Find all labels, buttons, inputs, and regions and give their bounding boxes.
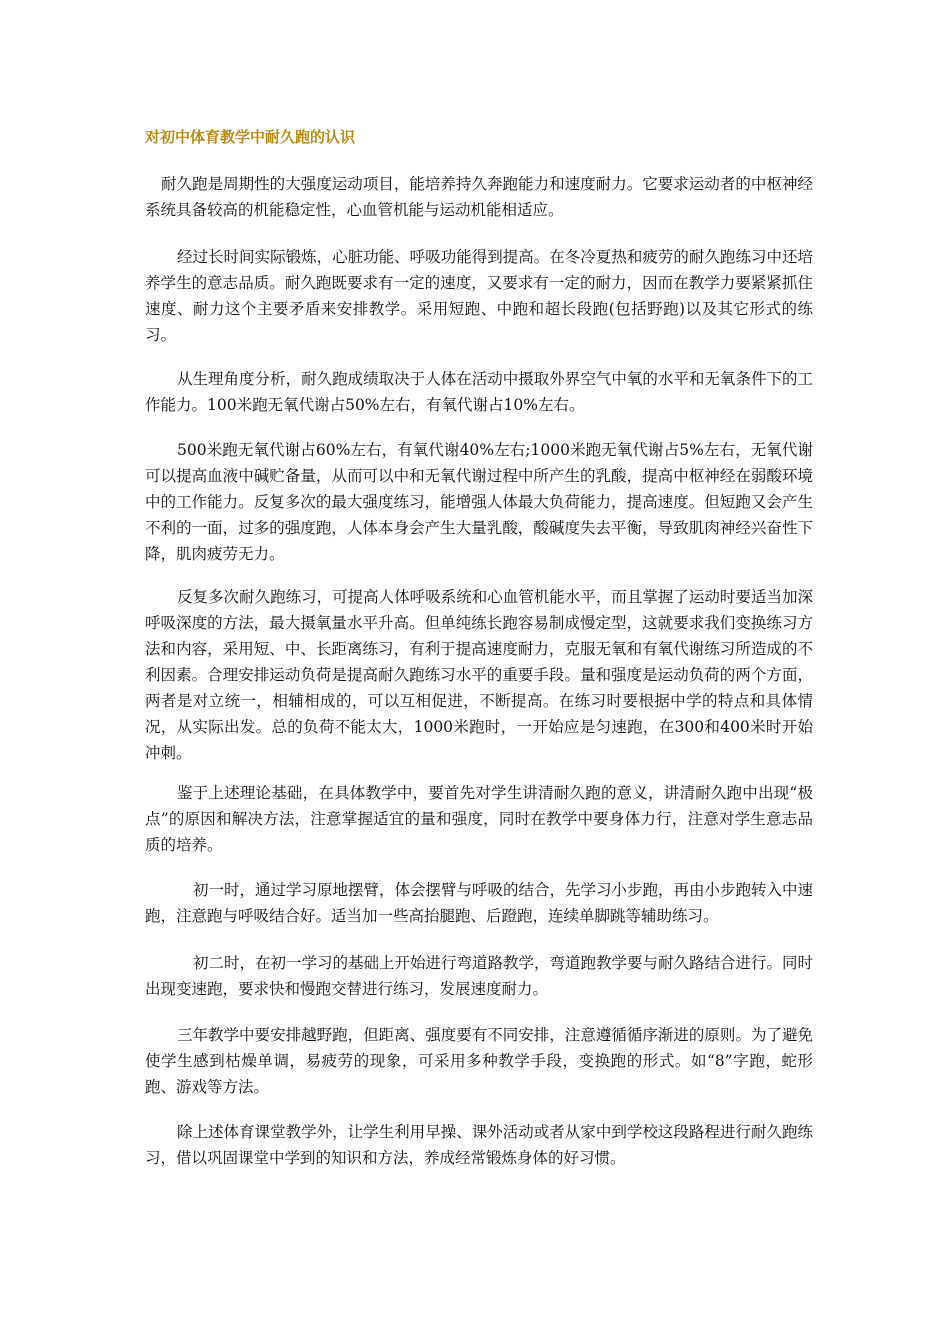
document-title: 对初中体育教学中耐久跑的认识 (145, 128, 356, 146)
paragraph-4: 500米跑无氧代谢占60%左右，有氧代谢40%左右;1000米跑无氧代谢占5%左右，无氧代谢可以提高血液中碱贮备量，从而可以中和无氧代谢过程中所产生的乳酸，提高中枢神经在弱酸环境中的工作能力。反复多次的最大强度练习，能增强人体最大负荷能力，提高速度。但短跑又会产生不利的一面，过多的强度跑，人体本身会产生大量乳酸，酸碱度失去平衡，导致肌肉神经兴奋性下降，肌肉疲劳无力。 (145, 441, 813, 563)
paragraph-7: 初一时，通过学习原地摆臂，体会摆臂与呼吸的结合，先学习小步跑，再由小步跑转入中速跑，注意跑与呼吸结合好。适当加一些高抬腿跑、后蹬跑，连续单脚跳等辅助练习。 (145, 881, 814, 925)
paragraph-10: 除上述体育课堂教学外，让学生利用早操、课外活动或者从家中到学校这段路程进行耐久跑练习，借以巩固课堂中学到的知识和方法，养成经常锻炼身体的好习惯。 (145, 1123, 813, 1167)
paragraph-9: 三年教学中要安排越野跑，但距离、强度要有不同安排，注意遵循循序渐进的原则。为了避免使学生感到枯燥单调，易疲劳的现象，可采用多种教学手段，变换跑的形式。如“8”字跑，蛇形跑、游戏等方法。 (145, 1026, 813, 1096)
paragraph-2: 经过长时间实际锻炼，心脏功能、呼吸功能得到提高。在冬冷夏热和疲劳的耐久跑练习中还培养学生的意志品质。耐久跑既要求有一定的速度，又要求有一定的耐力，因而在教学力要紧紧抓住速度、耐力这个主要矛盾来安排教学。采用短跑、中跑和超长段跑(包括野跑)以及其它形式的练习。 (145, 248, 813, 344)
paragraph-6: 鉴于上述理论基础，在具体教学中，要首先对学生讲清耐久跑的意义，讲清耐久跑中出现“极点”的原因和解决方法，注意掌握适宜的量和强度，同时在教学中要身体力行，注意对学生意志品质的培养。 (145, 784, 813, 854)
paragraph-5: 反复多次耐久跑练习，可提高人体呼吸系统和心血管机能水平，而且掌握了运动时要适当加深呼吸深度的方法，最大摄氧量水平升高。但单纯练长跑容易制成慢定型，这就要求我们变换练习方法和内容，采用短、中、长距离练习，有利于提高速度耐力，克服无氧和有氧代谢练习所造成的不利因素。合理安排运动负荷是提高耐久跑练习水平的重要手段。量和强度是运动负荷的两个方面，两者是对立统一，相辅相成的，可以互相促进，不断提高。在练习时要根据中学的特点和具体情况，从实际出发。总的负荷不能太大，1000米跑时，一开始应是匀速跑，在300和400米时开始冲刺。 (145, 588, 813, 762)
paragraph-8: 初二时，在初一学习的基础上开始进行弯道路教学，弯道跑教学要与耐久路结合进行。同时出现变速跑，要求快和慢跑交替进行练习，发展速度耐力。 (145, 954, 814, 998)
paragraph-1: 耐久跑是周期性的大强度运动项目，能培养持久奔跑能力和速度耐力。它要求运动者的中枢神经系统具备较高的机能稳定性，心血管机能与运动机能相适应。 (145, 175, 813, 219)
paragraph-3: 从生理角度分析，耐久跑成绩取决于人体在活动中摄取外界空气中氧的水平和无氧条件下的工作能力。100米跑无氧代谢占50%左右，有氧代谢占10%左右。 (145, 370, 813, 414)
